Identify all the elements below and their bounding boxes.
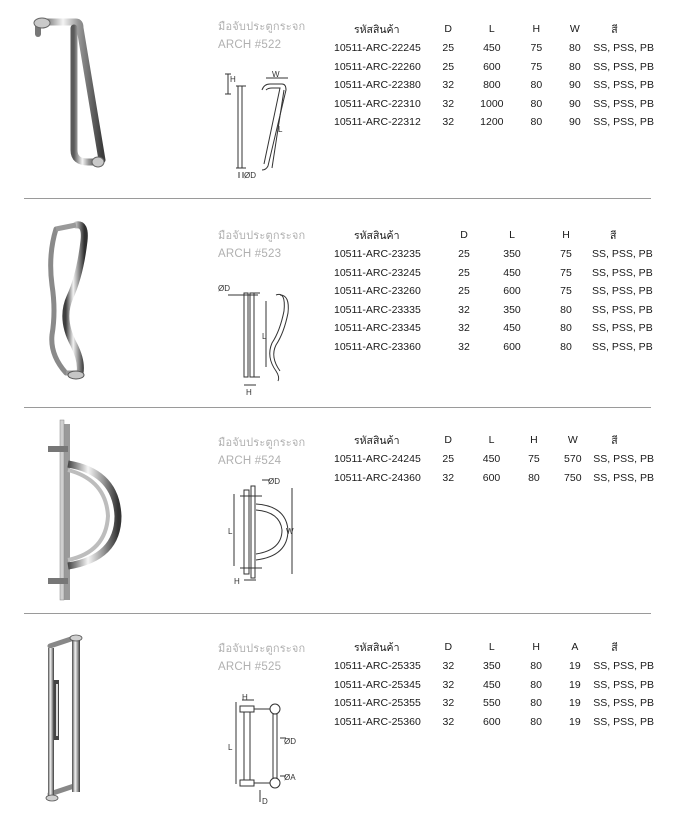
dim-label-d: D — [262, 797, 268, 806]
cell-color: SS, PSS, PB — [592, 266, 653, 279]
header-l: L — [488, 641, 495, 653]
product-section-arch-524 — [0, 408, 676, 613]
cell-l: 350 — [503, 303, 521, 316]
product-title-thai: มือจับประตูกระจก — [218, 437, 306, 449]
dim-label-h: H — [234, 577, 240, 586]
cell-d: 32 — [442, 97, 455, 110]
header-color: สี — [610, 229, 617, 242]
cell-l: 450 — [483, 678, 501, 691]
cell-l: 450 — [503, 266, 521, 279]
cell-d: 25 — [442, 60, 455, 73]
header-color: สี — [611, 434, 618, 447]
cell-l: 550 — [483, 697, 501, 710]
header-product-code: รหัสสินค้า — [354, 434, 400, 447]
cell-d: 32 — [442, 660, 455, 673]
table-row — [334, 76, 654, 95]
cell-h: 80 — [560, 322, 572, 335]
cell-code: 10511-ARC-25335 — [334, 660, 421, 673]
cell-h: 80 — [530, 678, 542, 691]
header-l: L — [509, 229, 515, 241]
cell-color: SS, PSS, PB — [593, 453, 654, 466]
cell-h: 80 — [530, 79, 543, 92]
table-header-row — [334, 225, 654, 245]
header-h: H — [530, 434, 538, 446]
header-w: W — [569, 23, 580, 35]
cell-h: 80 — [530, 116, 543, 129]
table-row — [334, 264, 654, 283]
cell-color: SS, PSS, PB — [592, 340, 653, 353]
cell-code: 10511-ARC-23335 — [334, 303, 421, 316]
dim-label-l: L — [228, 527, 233, 536]
dim-label-od: ØD — [218, 284, 230, 293]
cell-h: 75 — [530, 60, 543, 73]
handle-photo-arch-523 — [32, 215, 112, 385]
cell-l: 600 — [503, 285, 521, 298]
cell-a: 19 — [568, 715, 581, 728]
cell-color: SS, PSS, PB — [593, 60, 654, 73]
cell-l: 600 — [482, 471, 501, 484]
cell-color: SS, PSS, PB — [593, 471, 654, 484]
table-row — [334, 113, 654, 132]
table-row — [334, 450, 654, 469]
cell-code: 10511-ARC-22312 — [334, 116, 421, 129]
dim-label-l: L — [228, 743, 233, 752]
product-section-arch-525 — [0, 614, 676, 820]
product-model: ARCH #523 — [218, 248, 282, 260]
cell-color: SS, PSS, PB — [592, 303, 653, 316]
cell-code: 10511-ARC-25360 — [334, 715, 421, 728]
cell-color: SS, PSS, PB — [593, 660, 654, 673]
cell-a: 19 — [568, 678, 581, 691]
cell-l: 450 — [483, 42, 501, 55]
table-header-row — [334, 430, 654, 450]
dim-label-h: H — [246, 388, 252, 397]
dim-label-od: ØD — [284, 737, 296, 746]
table-row — [334, 469, 654, 488]
cell-w: 90 — [569, 79, 581, 92]
cell-d: 32 — [458, 340, 470, 353]
dimension-drawing-arch-523 — [214, 281, 304, 397]
cell-d: 32 — [442, 678, 455, 691]
product-title — [218, 642, 305, 674]
cell-d: 25 — [442, 42, 455, 55]
header-color: สี — [611, 641, 618, 654]
cell-d: 32 — [458, 303, 470, 316]
cell-code: 10511-ARC-25345 — [334, 678, 421, 691]
cell-code: 10511-ARC-22310 — [334, 97, 421, 110]
cell-h: 75 — [560, 266, 572, 279]
cell-h: 75 — [560, 285, 572, 298]
spec-table-arch-524 — [334, 430, 654, 487]
cell-color: SS, PSS, PB — [593, 678, 654, 691]
spec-table-arch-523 — [334, 225, 654, 356]
cell-color: SS, PSS, PB — [593, 697, 654, 710]
product-model: ARCH #522 — [218, 39, 282, 51]
dim-label-od: ØD — [268, 477, 280, 486]
cell-l: 450 — [503, 322, 521, 335]
header-a: A — [571, 641, 579, 653]
header-color: สี — [611, 23, 618, 36]
cell-l: 1200 — [480, 116, 504, 129]
header-d: D — [444, 23, 452, 35]
table-row — [334, 694, 654, 713]
table-row — [334, 95, 654, 114]
table-row — [334, 301, 654, 320]
cell-a: 19 — [568, 660, 581, 673]
cell-w: 90 — [569, 116, 581, 129]
cell-code: 10511-ARC-22245 — [334, 42, 421, 55]
table-row — [334, 657, 654, 676]
cell-d: 32 — [442, 116, 455, 129]
handle-photo-arch-525 — [42, 624, 112, 814]
cell-h: 75 — [560, 248, 572, 261]
cell-w: 80 — [569, 60, 581, 73]
product-section-arch-523 — [0, 199, 676, 407]
dim-label-l: L — [278, 125, 283, 134]
cell-color: SS, PSS, PB — [593, 715, 654, 728]
table-row — [334, 713, 654, 732]
header-d: D — [460, 229, 468, 241]
cell-code: 10511-ARC-23260 — [334, 285, 421, 298]
product-title-thai: มือจับประตูกระจก — [218, 230, 306, 242]
cell-h: 80 — [530, 660, 542, 673]
cell-h: 80 — [530, 715, 542, 728]
cell-h: 80 — [560, 340, 572, 353]
table-row — [334, 58, 654, 77]
product-title-thai: มือจับประตูกระจก — [218, 643, 306, 655]
cell-l: 350 — [503, 248, 521, 261]
header-w: W — [567, 434, 578, 446]
dimension-drawing-arch-522 — [222, 72, 302, 182]
product-title — [218, 20, 305, 52]
cell-a: 19 — [568, 697, 581, 710]
cell-h: 80 — [528, 471, 540, 484]
dim-label-oa: ØA — [284, 773, 296, 782]
cell-code: 10511-ARC-24245 — [334, 453, 421, 466]
dim-label-w: W — [272, 70, 280, 79]
cell-d: 32 — [458, 322, 470, 335]
table-row — [334, 282, 654, 301]
cell-d: 32 — [442, 715, 455, 728]
spec-table-arch-522 — [334, 19, 654, 132]
cell-d: 25 — [458, 285, 470, 298]
cell-h: 80 — [560, 303, 572, 316]
dim-label-h: H — [230, 75, 236, 84]
header-l: L — [488, 434, 495, 446]
dim-label-w: W — [286, 527, 294, 536]
cell-d: 32 — [442, 471, 455, 484]
product-model: ARCH #525 — [218, 661, 282, 673]
product-title — [218, 229, 305, 261]
cell-h: 80 — [530, 697, 542, 710]
cell-d: 32 — [442, 79, 455, 92]
cell-l: 350 — [483, 660, 501, 673]
cell-color: SS, PSS, PB — [592, 248, 653, 261]
cell-code: 10511-ARC-23360 — [334, 340, 421, 353]
cell-l: 600 — [483, 60, 501, 73]
product-title — [218, 436, 305, 468]
cell-code: 10511-ARC-23245 — [334, 266, 421, 279]
cell-code: 10511-ARC-24360 — [334, 471, 421, 484]
cell-l: 600 — [483, 715, 501, 728]
table-row — [334, 338, 654, 357]
cell-l: 1000 — [480, 97, 504, 110]
header-l: L — [488, 23, 495, 35]
header-h: H — [532, 23, 541, 35]
header-d: D — [444, 434, 452, 446]
header-product-code: รหัสสินค้า — [354, 229, 400, 242]
cell-d: 32 — [442, 697, 455, 710]
header-product-code: รหัสสินค้า — [354, 641, 400, 654]
cell-code: 10511-ARC-22260 — [334, 60, 421, 73]
table-row — [334, 245, 654, 264]
cell-color: SS, PSS, PB — [593, 116, 654, 129]
cell-d: 25 — [458, 266, 470, 279]
header-h: H — [532, 641, 540, 653]
cell-color: SS, PSS, PB — [593, 79, 654, 92]
dimension-drawing-arch-525 — [220, 692, 310, 818]
cell-l: 600 — [503, 340, 521, 353]
header-d: D — [444, 641, 453, 653]
table-row — [334, 39, 654, 58]
dim-label-h: H — [242, 693, 248, 702]
cell-h: 80 — [530, 97, 543, 110]
dim-label-l: L — [262, 332, 267, 341]
product-section-arch-522 — [0, 0, 676, 198]
table-header-row — [334, 19, 654, 39]
product-title-thai: มือจับประตูกระจก — [218, 21, 306, 33]
cell-l: 450 — [482, 453, 501, 466]
cell-code: 10511-ARC-22380 — [334, 79, 421, 92]
cell-w: 750 — [564, 471, 582, 484]
cell-color: SS, PSS, PB — [593, 42, 654, 55]
handle-photo-arch-524 — [38, 420, 138, 600]
cell-code: 10511-ARC-25355 — [334, 697, 421, 710]
dim-label-od: ØD — [244, 171, 256, 180]
cell-w: 80 — [569, 42, 581, 55]
cell-l: 800 — [483, 79, 501, 92]
product-model: ARCH #524 — [218, 455, 282, 467]
handle-photo-arch-522 — [28, 10, 108, 190]
dimension-drawing-arch-524 — [222, 474, 312, 584]
cell-h: 75 — [530, 42, 543, 55]
cell-code: 10511-ARC-23345 — [334, 322, 421, 335]
header-product-code: รหัสสินค้า — [354, 23, 400, 36]
cell-color: SS, PSS, PB — [592, 285, 653, 298]
cell-w: 90 — [569, 97, 581, 110]
cell-d: 25 — [458, 248, 470, 261]
cell-d: 25 — [442, 453, 455, 466]
table-row — [334, 319, 654, 338]
table-header-row — [334, 637, 654, 657]
cell-color: SS, PSS, PB — [592, 322, 653, 335]
cell-color: SS, PSS, PB — [593, 97, 654, 110]
cell-h: 75 — [528, 453, 540, 466]
cell-code: 10511-ARC-23235 — [334, 248, 421, 261]
table-row — [334, 676, 654, 695]
header-h: H — [562, 229, 570, 241]
spec-table-arch-525 — [334, 637, 654, 731]
cell-w: 570 — [564, 453, 582, 466]
